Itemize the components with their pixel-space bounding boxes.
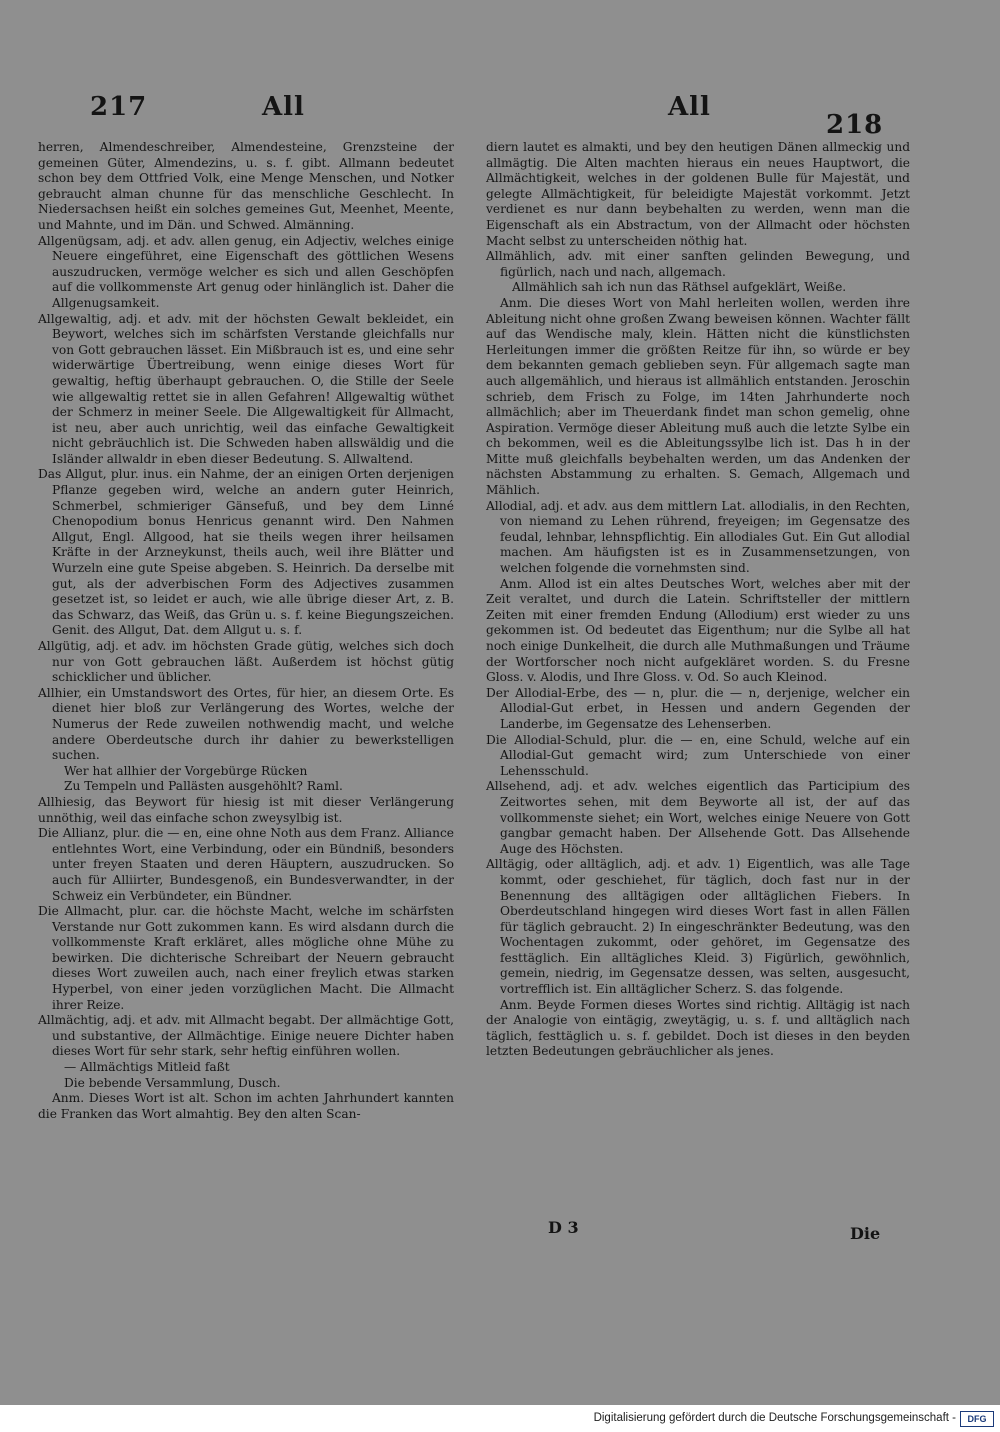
verse-line: Die bebende Versammlung, Dusch. xyxy=(64,1075,281,1090)
dictionary-entry: Die Allianz, plur. die — en, eine ohne Noth aus dem Franz. Alliance entlehntes Wort, eine Verbindung, oder ein Bündniß, besonders unter freyen Staaten und deren Häuptern, auszudrucken. So auch für Alliirter, Bundesgenoß, ein Bundesverwandter, in der Schweiz ein Verbündeter, ein Bündner. xyxy=(38,826,454,903)
annotation-paragraph: Anm. Beyde Formen dieses Wortes sind richtig. Alltägig ist nach der Analogie von eintägig, zweytägig, u. s. f. und alltäglich nach täglich, festtäglich u. s. f. gebildet. Doch ist dieses in den beyden letzten Bedeutungen gebräuchlicher als jenes. xyxy=(486,997,910,1059)
verse-line: Zu Tempeln und Pallästen ausgehöhlt? Raml. xyxy=(64,779,343,794)
dictionary-entry: Allsehend, adj. et adv. welches eigentlich das Participium des Zeitwortes sehen, mit dem Beyworte all ist, der auf das vollkommenste siehet; ein Wort, welches einige Neuere von Gott gangbar gemacht haben. Der Allsehende Gott. Das Allsehende Auge des Höchsten. xyxy=(486,779,910,856)
dictionary-entry: Die Allmacht, plur. car. die höchste Macht, welche im schärfsten Verstande nur Gott zukommen kann. Es wird alsdann durch die vollkommenste Kraft erkläret, alles mögliche ohne Mühe zu bewirken. Die dichterische Schreibart der Neuern gebraucht dieses Wort zuweilen auch, nach einer freylich etwas starken Hyperbel, von einer jeden vorzüglichen Macht. Die Allmacht ihrer Reize. xyxy=(38,904,454,1012)
catchword: Die xyxy=(850,1224,881,1243)
dictionary-entry: Allgenügsam, adj. et adv. allen genug, ein Adjectiv, welches einige Neuere eingeführet, eine Eigenschaft des göttlichen Wesens auszudrucken, vermöge welcher es sich und allen Geschöpfen auf die vollkommenste Art genug oder hinlänglich ist. Daher die Allgenugsamkeit. xyxy=(38,233,454,310)
left-column xyxy=(38,140,454,1122)
right-page-number: 218 xyxy=(826,110,884,140)
annotation-paragraph: Anm. Die dieses Wort von Mahl herleiten wollen, werden ihre Ableitung nicht ohne großen Zwang beweisen können. Wachter fällt auf das Wendische maly, klein. Hätten nicht die künstlichsten Herleitungen immer die größten Reitze für ihn, so würde er bey dem bekannten gemach geblieben seyn. Für allgemach sagte man auch allgemählich, und hieraus ist allmählich entstanden. Jeroschin schrieb, dem Frisch zu Folge, im 14ten Jahrhunderte noch allmächlich; aber im Theuerdank findet man schon gemelig, ohne Aspiration. Vermöge dieser Ableitung muß auch die letzte Sylbe ein ch bekommen, weil es die Ableitungssylbe lich ist. Das h in der Mitte muß gleichfalls beybehalten werden, um das Andenken der nächsten Abstammung zu erhalten. S. Gemach, Allgemach und Mählich. xyxy=(486,295,910,498)
signature-mark: D 3 xyxy=(548,1218,579,1237)
verse-line: Wer hat allhier der Vorgebürge Rücken xyxy=(64,763,308,778)
dictionary-entry: Das Allgut, plur. inus. ein Nahme, der an einigen Orten derjenigen Pflanze gegeben wird, welche an andern guter Heinrich, Schmerbel, schmieriger Gänsefuß, und bey dem Linné Chenopodium bonus Henricus genannt wird. Den Nahmen Allgut, Engl. Allgood, hat sie theils wegen ihrer heilsamen Kräfte in der Arzneykunst, theils auch, weil ihre Blätter und Wurzeln eine gute Speise abgeben. S. Heinrich. Da derselbe mit gut, als der adverbischen Form des Adjectives zusammen gesetzet ist, so leidet er auch, wie alle übrige dieser Art, z. B. das Schwarz, das Weiß, das Grün u. s. f. keine Biegungszeichen. Genit. des Allgut, Dat. dem Allgut u. s. f. xyxy=(38,467,454,638)
dictionary-entry: Allmächtig, adj. et adv. mit Allmacht begabt. Der allmächtige Gott, und substantive, der Allmächtige. Einige neuere Dichter haben dieses Wort für sehr stark, sehr heftig einführen wollen. xyxy=(38,1013,454,1059)
dictionary-entry: Allgewaltig, adj. et adv. mit der höchsten Gewalt bekleidet, ein Beywort, welches sich im schärfsten Verstande gleichfalls nur von Gott gebrauchen lässet. Ein Mißbrauch ist es, und eine sehr widerwärtige Übertreibung, wenn einige dieses Wort für gewaltig, heftig überhaupt gebrauchen. O, die Stille der Seele wie allgewaltig rettet sie in allen Gefahren! Allgewaltig wüthet der Schmerz in meiner Seele. Die Allgewaltigkeit für Allmacht, ist neu, aber auch unrichtig, weil das einfache Gewaltigkeit nicht gebräuchlich ist. Die Schweden haben allswäldig und die Isländer allwaldr in eben dieser Bedeutung. S. Allwaltend. xyxy=(38,311,454,466)
right-running-title: All xyxy=(668,92,711,122)
left-page-number: 217 xyxy=(90,92,148,122)
annotation-paragraph: Anm. Allod ist ein altes Deutsches Wort, welches aber mit der Zeit veraltet, und durch die Latein. Schriftsteller der mittlern Zeiten mit einer fremden Endung (Allodium) erst wieder zu uns gekommen ist. Od bedeutet das Eigenthum; nur die Sylbe all hat noch einige Dunkelheit, die durch alle Muthmaßungen und Träume der Wortforscher noch nicht aufgekläret worden. S. du Fresne Gloss. v. Alodis, und Ihre Gloss. v. Od. So auch Kleinod. xyxy=(486,576,910,685)
dictionary-entry: Allgütig, adj. et adv. im höchsten Grade gütig, welches sich doch nur von Gott gebrauchen läßt. Außerdem ist höchst gütig schicklicher und üblicher. xyxy=(38,639,454,685)
dictionary-entry: Allhier, ein Umstandswort des Ortes, für hier, an diesem Orte. Es dienet hier bloß zur Verlängerung des Wortes, welche der Numerus der Rede zuweilen nothwendig macht, und welche andere Oberdeutsche durch ihr dahier zu bewerkstelligen suchen. xyxy=(38,685,454,763)
left-running-title: All xyxy=(262,92,305,122)
verse-line: — Allmächtigs Mitleid faßt xyxy=(64,1060,230,1075)
annotation-paragraph: Anm. Dieses Wort ist alt. Schon im achten Jahrhundert kannten die Franken das Wort almahtig. Bey den alten Scan- xyxy=(38,1091,454,1121)
dictionary-entry: Allmählich, adv. mit einer sanften gelinden Bewegung, und figürlich, nach und nach, allgemach. xyxy=(486,249,910,279)
dictionary-entry: Alltägig, oder alltäglich, adj. et adv. 1) Eigentlich, was alle Tage kommt, oder geschiehet, für täglich, doch fast nur in der Benennung des alltägigen oder alltäglichen Fiebers. In Oberdeutschland hingegen wird dieses Wort fast in allen Fällen für täglich gebraucht. 2) In eingeschränkter Bedeutung, was den Wochentagen zukommt, oder gehöret, im Gegensatze des festtäglich. Ein alltägliches Kleid. 3) Figürlich, gewöhnlich, gemein, niedrig, im Gegensatze dessen, was selten, ausgesucht, vortrefflich ist. Ein alltäglicher Scherz. S. das folgende. xyxy=(486,857,910,997)
right-column xyxy=(486,140,910,1060)
dictionary-entry: Allodial, adj. et adv. aus dem mittlern Lat. allodialis, in den Rechten, von niemand zu Lehen rührend, freyeigen; im Gegensatze des feudal, lehnbar, lehnspflichtig. Ein allodiales Gut. Ein Gut allodial machen. Am häufigsten ist es in Zusammensetzungen, von welchen folgende die vornehmsten sind. xyxy=(486,498,910,576)
dictionary-entry: Die Allodial-Schuld, plur. die — en, eine Schuld, welche auf ein Allodial-Gut gemacht wird; zum Unterschiede von einer Lehensschuld. xyxy=(486,732,910,778)
dfg-logo: DFG xyxy=(960,1411,994,1427)
verse-line: Allmählich sah ich nun das Räthsel aufgeklärt, Weiße. xyxy=(512,280,847,295)
dictionary-entry: Allhiesig, das Beywort für hiesig ist mit dieser Verlängerung unnöthig, weil das einfache schon zweysylbig ist. xyxy=(38,794,454,825)
footer-credit: Digitalisierung gefördert durch die Deutsche Forschungsgemeinschaft - xyxy=(593,1412,956,1424)
dictionary-entry: diern lautet es almakti, und bey den heutigen Dänen allmeckig und allmägtig. Die Alten machten hieraus ein neues Hauptwort, die Allmächtigkeit, welches in der goldenen Bulle für Majestät, und gelegte Allmächtigkeit, für beleidigte Majestät vorkommt. Jetzt verdienet es nur dann beybehalten zu werden, wenn man die Eigenschaft als ein Abstractum, von der Allmacht oder höchsten Macht selbst zu unterscheiden nöthig hat. xyxy=(486,140,910,248)
footer-bar xyxy=(0,1405,1000,1432)
dictionary-entry: herren, Almendeschreiber, Almendesteine, Grenzsteine der gemeinen Güter, Almendezins, u. s. f. gibt. Allmann bedeutet schon bey dem Ottfried Volk, eine Menge Menschen, und Notker gebraucht alman chunne für das menschliche Geschlecht. In Niedersachsen heißt ein solches gemeines Gut, Meenhet, Meente, und Mahnte, und im Dän. und Schwed. Almänning. xyxy=(38,140,454,232)
dictionary-entry: Der Allodial-Erbe, des — n, plur. die — n, derjenige, welcher ein Allodial-Gut erbet, in Hessen und andern Gegenden der Landerbe, im Gegensatze des Lehenserben. xyxy=(486,685,910,731)
